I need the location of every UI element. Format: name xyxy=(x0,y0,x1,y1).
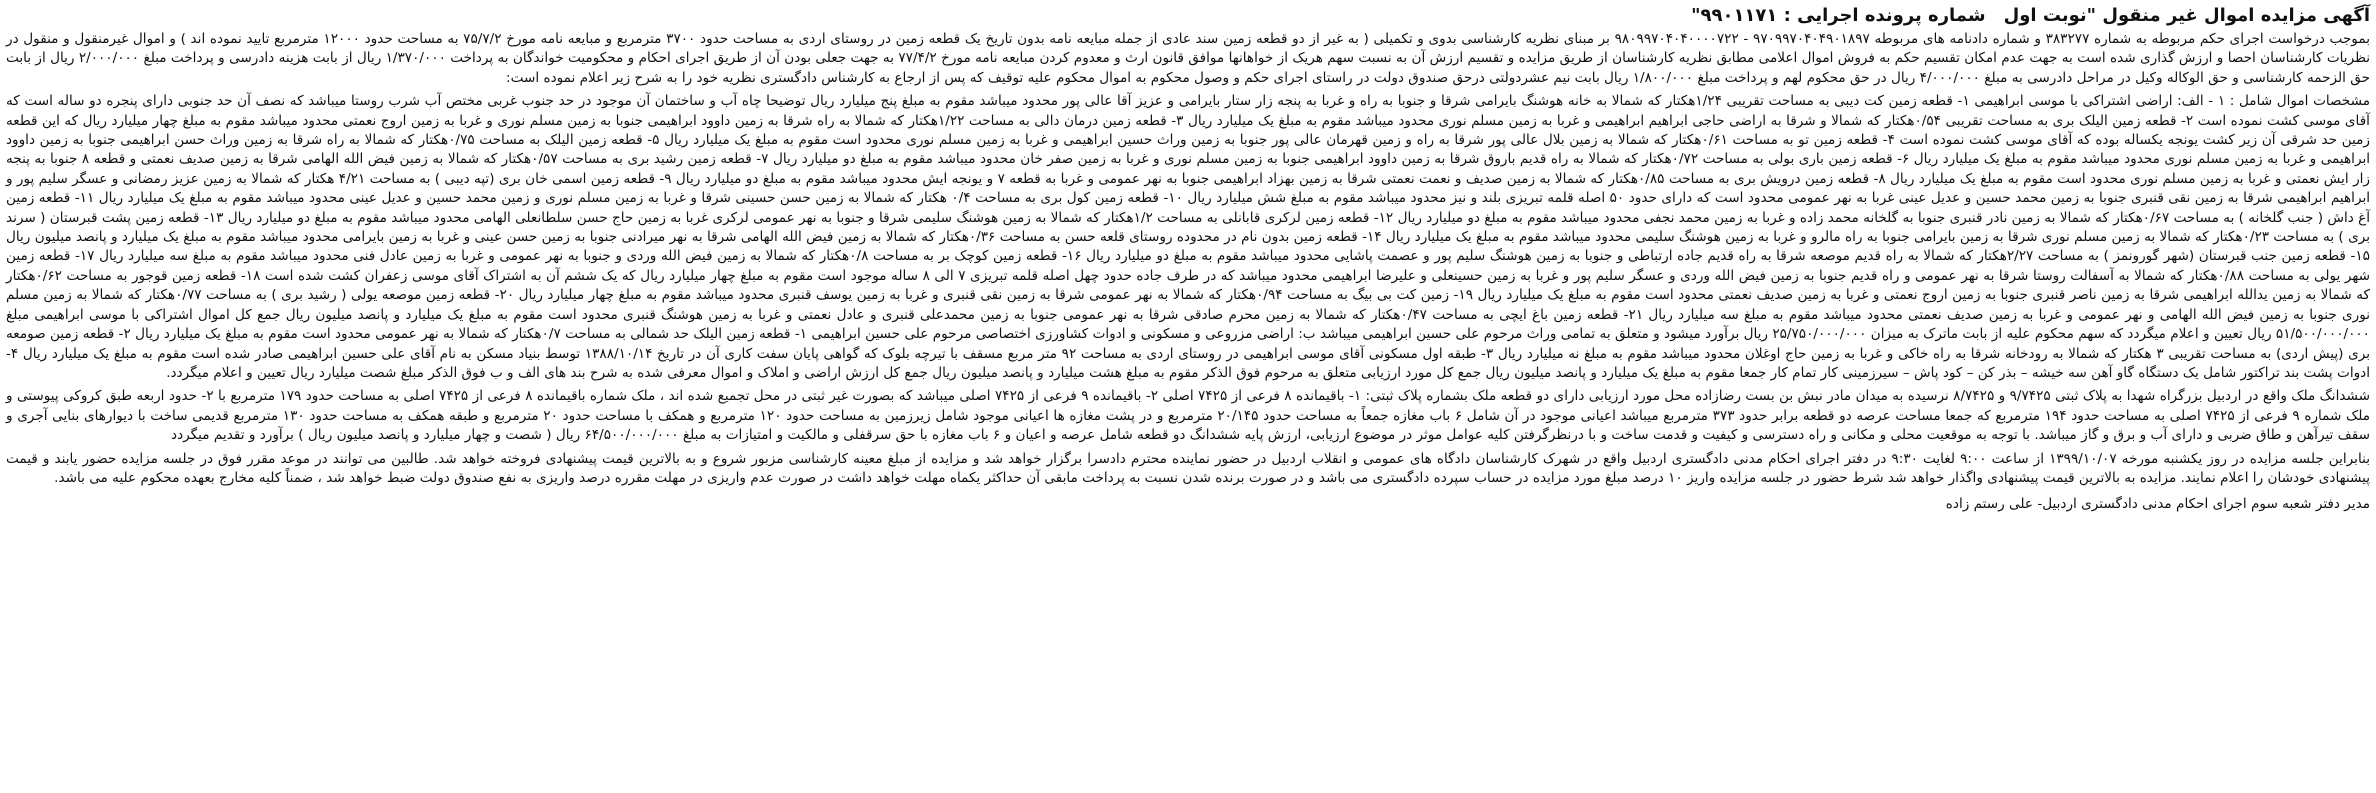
paragraph-execution-order: بموجب درخواست اجرای حکم مربوطه به شماره ۳۸۳۲۷۷ و شماره دادنامه های مربوطه ۹۷۰۹۹۷۰۴۰۴۹۰۱۸۹۷ - ۹۸۰۹۹۷۰۴۰۴۰۰۰۰۷۲۲ بر مبنای نظریه کارشناسی بدوی و تکمیلی ( به غیر از دو قطعه زمین سند عادی از جمله مبایعه نامه بدون تاریخ یک قطعه زمین در روستای اردی به مساحت حدود ۳۷۰۰ مترمربع و مبایعه نامه مورخ ۷۵/۷/۲ به مساحت حدود ۱۲۰۰۰ مترمربع تایید نموده اند ) و اموال غیرمنقول و منقول در نظریات کارشناسان احصا و ارزش گذاری شده است به جهت عدم امکان تقسیم حکم به فروش اموال اعلامی مطابق نظریه کارشناسان از طریق مزایده و تقسیم ارزش آن به نسبت سهم هریک از خواهانها موافق قانون ارث و معدوم کردن مبایعه نامه مورخ ۷۷/۴/۲ به جهت جعلی بودن آن از طریق اجرای احکام و محکومیت خواندگان به پرداخت ۱/۳۷۰/۰۰۰ ریال از بابت هزینه دادرسی و پرداخت مبلغ ۲/۰۰۰/۰۰۰ ریال از بابت حق الزحمه کارشناسی و حق الوکاله وکیل در مراحل دادرسی به مبلغ ۴/۰۰۰/۰۰۰ ریال در حق محکوم لهم و پرداخت مبلغ ۱/۸۰۰/۰۰۰ ریال بابت نیم عشردولتی درحق صندوق دولت در راستای اجرای حکم و وصول محکوم به اموال محکوم علیه توقیف که پس از ارجاع به کارشناس دادگستری نظریه خود را به شرح زیر اعلام نموده است: xyxy=(6,31,2371,86)
case-number: شماره پرونده اجرایی : ۹۹۰۱۱۷۱" xyxy=(1691,5,1986,26)
paragraph-property-list: مشخصات اموال شامل : ۱ - الف: اراضی اشتراکی با موسی ابراهیمی ۱- قطعه زمین کت دیبی به مساحت تقریبی ۱/۲۴هکتار که شمالا به خانه هوشنگ بایرامی شرقا و جنوبا به راه و غربا به پنجه زار ستار بایرامی و عزیز آقا عالی پور محدود میباشد مقوم به مبلغ پنج میلیارد ریال توضیحا چاه آب و ساختمان آن موجود در حد جنوب غربی مختص آب شرب روستا میباشد که نصف آن حد جنوبی دارای پنجره دو ساله است که آقای موسی کشت نموده است ۲- قطعه زمین الیلک بری به مساحت تقریبی ۰/۵۴هکتار که شمالا و شرقا به اراضی حاجی ابراهیم ابراهیمی و غربا به زمین مسلم نوری محدود میباشد مقوم به مبلغ یک میلیارد ریال ۳- قطعه زمین درمان دالی به مساحت ۱/۲۲هکتار که شمالا به راه شرقا به زمین داوود ابراهیمی جنوبا به زمین مسلم نوری و غربا به زمین اروج نعمتی محدود میباشد مقوم به مبلغ چهار میلیارد ریال که این قطعه زمین حد شرقی آن زیر کشت یونجه یکساله بوده که آقای موسی کشت نموده است ۴- قطعه زمین تو به مساحت ۰/۶۱هکتار که شمالا به زمین بلال عالی پور شرقا به راه و زمین قهرمان عالی پور جنوبا به زمین وراث حسین ابراهیمی و غربا به زمین مسلم نوری محدود است مقوم به مبلغ یک میلیارد ریال ۵- قطعه زمین الیلک به مساحت ۰/۷۵هکتار که شمالا به راه شرقا به زمین وراث حسن ابراهیمی جنوبا به زمین داوود ابراهیمی و غربا به زمین مسلم نوری محدود میباشد مقوم به مبلغ یک میلیارد ریال ۶- قطعه زمین باری بولی به مساحت ۰/۷۲هکتار که شمالا به راه قدیم باروق شرقا به زمین داوود ابراهیمی جنوبا به زمین مسلم نوری و غربا به زمین صفر خان محدود میباشد مقوم به مبلغ دو میلیارد ریال ۷- قطعه زمین رشید بری به مساحت ۰/۵۷هکتار که شمالا به زمین فیض الله الهامی شرقا به زمین صدیف نعمتی و قطعه ۸ جنوبا به پنجه زار ایش نعمتی و غربا به زمین مسلم نوری محدود است مقوم به مبلغ یک میلیارد ریال ۸- قطعه زمین درویش بری به مساحت ۰/۸۵هکتار که شمالا به زمین صدیف و نعمت نعمتی شرقا به زمین بهزاد ابراهیمی جنوبا به نهر عمومی و غربا به قطعه ۷ و یونجه ایش محدود میباشد مقوم به مبلغ دو میلیارد ریال ۹- قطعه زمین اسمی خان بری (تپه دیبی ) به مساحت ۴/۲۱ هکتار که شمالا به زمین عزیز رمضانی و عسگر سلیم پور و ابراهیم ابراهیمی شرقا به زمین نقی قنبری جنوبا به زمین محمد حسین و عدیل عینی غربا به نهر عمومی محدود است که دارای حدود ۵۰ اصله قلمه تبریزی بلند و نیز محدود میباشد مقوم به مبلغ شش میلیارد ریال ۱۰- قطعه زمین کول بری به مساحت ۰/۴ هکتار که شمالا به زمین حسن حسینی شرقا و غربا به زمین مسلم نوری و زمین محمد حسین و عدیل عینی محدود میباشد مقوم به مبلغ یک میلیارد ریال ۱۱- قطعه زمین آغ داش ( جنب گلخانه ) به مساحت ۰/۶۷هکتار که شمالا به زمین نادر قنبری جنوبا به گلخانه محمد زاده و غربا به زمین محمد نجفی محدود میباشد مقوم به مبلغ دو میلیارد ریال ۱۲- قطعه زمین لرکری قابانلی به مساحت ۱/۲هکتار که شمالا به زمین هوشنگ سلیمی شرقا و جنوبا به نهر عمومی لرکری غربا به زمین حاج حسن سلطانعلی الهامی محدود میباشد مقوم به مبلغ دو میلیارد ریال ۱۳- قطعه زمین پشت قبرستان ( سرند بری ) به مساحت ۰/۲۳هکتار که شمالا به زمین مسلم نوری شرقا به زمین بایرامی جنوبا به راه مالرو و غربا به زمین هوشنگ سلیمی محدود میباشد مقوم به مبلغ یک میلیارد ریال ۱۴- قطعه زمین بدون نام در محدوده روستای قلعه حسن به مساحت ۰/۳۶هکتار که شمالا به زمین فیض الله الهامی شرقا به نهر میرادنی جنوبا به زمین حسن عینی و غربا به زمین بایرامی محدود میباشد مقوم به مبلغ یک میلیارد و پانصد میلیون ریال ۱۵- قطعه زمین جنب قبرستان (شهر گورونمز ) به مساحت ۲/۲۷هکتار که شمالا به راه قدیم موصعه شرقا به راه قدیم جاده ارتباطی و جنوبا به زمین هوشنگ سلیم پور و عصمت پاشایی محدود میباشد مقوم به مبلغ دو میلیارد ریال ۱۶- قطعه زمین کوچک بر به مساحت ۰/۸هکتار که شمالا به زمین فیض الله وردی و جنوبا به نهر عمومی و غربا به زمین عادل فنی محدود میباشد مقوم به مبلغ سه میلیارد ریال ۱۷- قطعه زمین شهر یولی به مساحت ۰/۸۸هکتار که شمالا به آسفالت روستا شرقا به نهر عمومی و راه قدیم جنوبا به زمین فیض الله وردی و عسگر سلیم پور و غربا به زمین حسینعلی و علیرضا ابراهیمی محدود میباشد که در طرف جاده حدود چهل اصله قلمه تبریزی ۷ الی ۸ ساله موجود است مقوم به مبلغ چهار میلیارد ریال که یک ششم آن به اشتراک آقای موسی زعفران کشت شده است ۱۸- قطعه زمین قوجور به مساحت ۰/۶۲هکتار که شمالا به زمین یدالله ابراهیمی شرقا به زمین ناصر قنبری جنوبا به زمین اروج نعمتی و غربا به زمین صدیف نعمتی محدود است مقوم به مبلغ یک میلیارد ریال ۱۹- زمین کت بی بیگ به مساحت ۰/۹۴هکتار که شمالا به نهر عمومی شرقا به زمین نقی قنبری و غربا به زمین یوسف قنبری محدود میباشد مقوم به مبلغ چهار میلیارد ریال ۲۰- قطعه زمین موصعه یولی ( رشید بری ) به مساحت ۰/۷۷هکتار که شمالا به زمین مسلم نوری جنوبا به زمین فیض الله الهامی و نهر عمومی و غربا به زمین صدیف نعمتی محدود میباشد مقوم به مبلغ سه میلیارد ریال ۲۱- قطعه زمین باغ ایچی به مساحت ۰/۴۷هکتار که شمالا به زمین محرم صادقی شرقا به نهر عمومی جنوبا به زمین محمدعلی قنبری و عادل نعمتی و غربا به زمین هوشنگ قنبری محدود است مقوم به مبلغ یک میلیارد و پانصد میلیون ریال جمع کل اموال اشتراکی با موسی ابراهیمی مبلغ ۵۱/۵۰۰/۰۰۰/۰۰۰ ریال تعیین و اعلام میگردد که سهم محکوم علیه از بابت ماترک به میزان ۲۵/۷۵۰/۰۰۰/۰۰۰ ریال برآورد میشود و متعلق به تمامی وراث مرحوم علی حسین ابراهیمی میباشد ب: اراضی مزروعی و مسکونی و ادوات کشاورزی اختصاصی مرحوم علی حسین ابراهیمی ۱- قطعه زمین الیلک حد شمالی به مساحت ۰/۷هکتار که شمالا به نهر عمومی محدود است مقوم به مبلغ یک میلیارد ریال ۲- قطعه زمین صومعه بری (پیش اردی) به مساحت تقریبی ۳ هکتار که شمالا به رودخانه شرقا به راه خاکی و غربا به زمین حاج اوغلان محدود میباشد مقوم به مبلغ نه میلیارد ریال ۳- طبقه اول مسکونی آقای موسی ابراهیمی در روستای اردی به مساحت ۹۲ متر مربع مسقف با تیرچه بلوک که گواهی پایان سفت کاری آن در تاریخ ۱۳۸۸/۱۰/۱۴ توسط بنیاد مسکن به نام آقای علی حسین ابراهیمی صادر شده است مقوم به مبلغ یک میلیارد ریال ۴- ادوات پشت بند تراکتور شامل یک دستگاه گاو آهن سه خیشه – بذر کن – کود پاش – سیرزمینی کار تمام کار جمعا مقوم به مبلغ یک میلیارد و پانصد میلیون ریال جمع کل مورد ارزیابی متعلق به مرحوم فوق الذکر مقوم به مبلغ هشت میلیارد و پانصد میلیون ریال جمع کل ارزش اراضی و املاک و اموال معرفی شده به شرح بند های الف و ب فوق الذکر مبلغ شصت میلیارد ریال تعیین و اعلام میگردد. xyxy=(6,93,2371,381)
paragraph-auction-terms: بنابراین جلسه مزایده در روز یکشنبه مورخه ۱۳۹۹/۱۰/۰۷ از ساعت ۹:۰۰ لغایت ۹:۳۰ در دفتر اجرای احکام مدنی دادگستری اردبیل واقع در شهرک کارشناسان دادگاه های عمومی و انقلاب اردبیل در حضور نماینده محترم دادسرا برگزار خواهد شد و مزایده از مبلغ معینه کارشناسی مزبور شروع و به بالاترین قیمت پیشنهادی فروخته خواهد شد. طالبین می توانند در موعد مقرر فوق در جلسه مزایده حضور یابند و قیمت پیشنهادی خودشان را اعلام نمایند. مزایده به بالاترین قیمت پیشنهادی واگذار خواهد شد شرط حضور در جلسه مزایده واریز ۱۰ درصد مبلغ مورد مزایده در حساب سپرده دادگستری می باشد و در صورت برنده شدن نسبت به پرداخت مابقی آن حداکثر یکماه مهلت خواهد داشت در صورت عدم واریزی در مهلت مقرره درصد واریزی به نفع صندوق دولت ضبط خواهد شد ، ضمناً کلیه مخارج بعهده محکوم علیه می باشد. xyxy=(6,450,2370,486)
notice-title: آگهی مزایده اموال غیر منقول "نوبت اول xyxy=(2003,5,2370,26)
paragraph-shop-property: ششدانگ ملک واقع در اردبیل بزرگراه شهدا به پلاک ثبتی ۹/۷۴۲۵ و ۸/۷۴۲۵ نرسیده به میدان مادر نبش بن بست رضازاده محل مورد ارزیابی دارای دو قطعه ملک بشماره پلاک ثبتی: ۱- باقیمانده ۸ فرعی از ۷۴۲۵ اصلی ۲- باقیمانده ۹ فرعی از ۷۴۲۵ اصلی میباشد که بصورت غیر ثبتی در محل تجمیع شده اند ، ملک شماره باقیمانده ۸ فرعی از ۷۴۲۵ اصلی به مساحت حدود ۱۷۹ مترمربع با ۲- حدود اربعه طبق کروکی پیوستی و ملک شماره ۹ فرعی از ۷۴۲۵ اصلی به مساحت حدود ۱۹۴ مترمربع که جمعا مساحت عرصه دو قطعه برابر حدود ۳۷۳ مترمربع میباشد اعیانی موجود در آن شامل ۶ باب مغازه جمعاً به مساحت حدود ۲۰/۱۴۵ مترمربع و در پشت مغازه ها اعیانی موجود شامل زیرزمین به مساحت حدود ۱۲۰ مترمربع و همکف با مساحت حدود ۲۰ مترمربع و طبقه همکف به مساحت حدود ۱۳۰ مترمربع قدیمی ساخت با دیوارهای بنایی آجری و سقف تیرآهن و طاق ضربی و دارای آب و برق و گاز میباشد. با توجه به موقعیت محلی و مکانی و راه دسترسی و کیفیت و قدمت ساخت و با درنظرگرفتن کلیه عوامل موثر در موضوع ارزیابی، ارزش پایه ششدانگ دو قطعه شامل عرصه و اعیان و ۶ باب مغازه با حق سرقفلی و مالکیت و امتیازات به مبلغ ۶۴/۵۰۰/۰۰۰/۰۰۰ ریال ( شصت و چهار میلیارد و پانصد میلیون ریال ) برآورد و تقدیم میگردد xyxy=(6,388,2371,444)
signature-line: مدیر دفتر شعبه سوم اجرای احکام مدنی دادگستری اردبیل- علی رستم زاده xyxy=(1945,496,2370,513)
notice-header xyxy=(6,4,2370,28)
